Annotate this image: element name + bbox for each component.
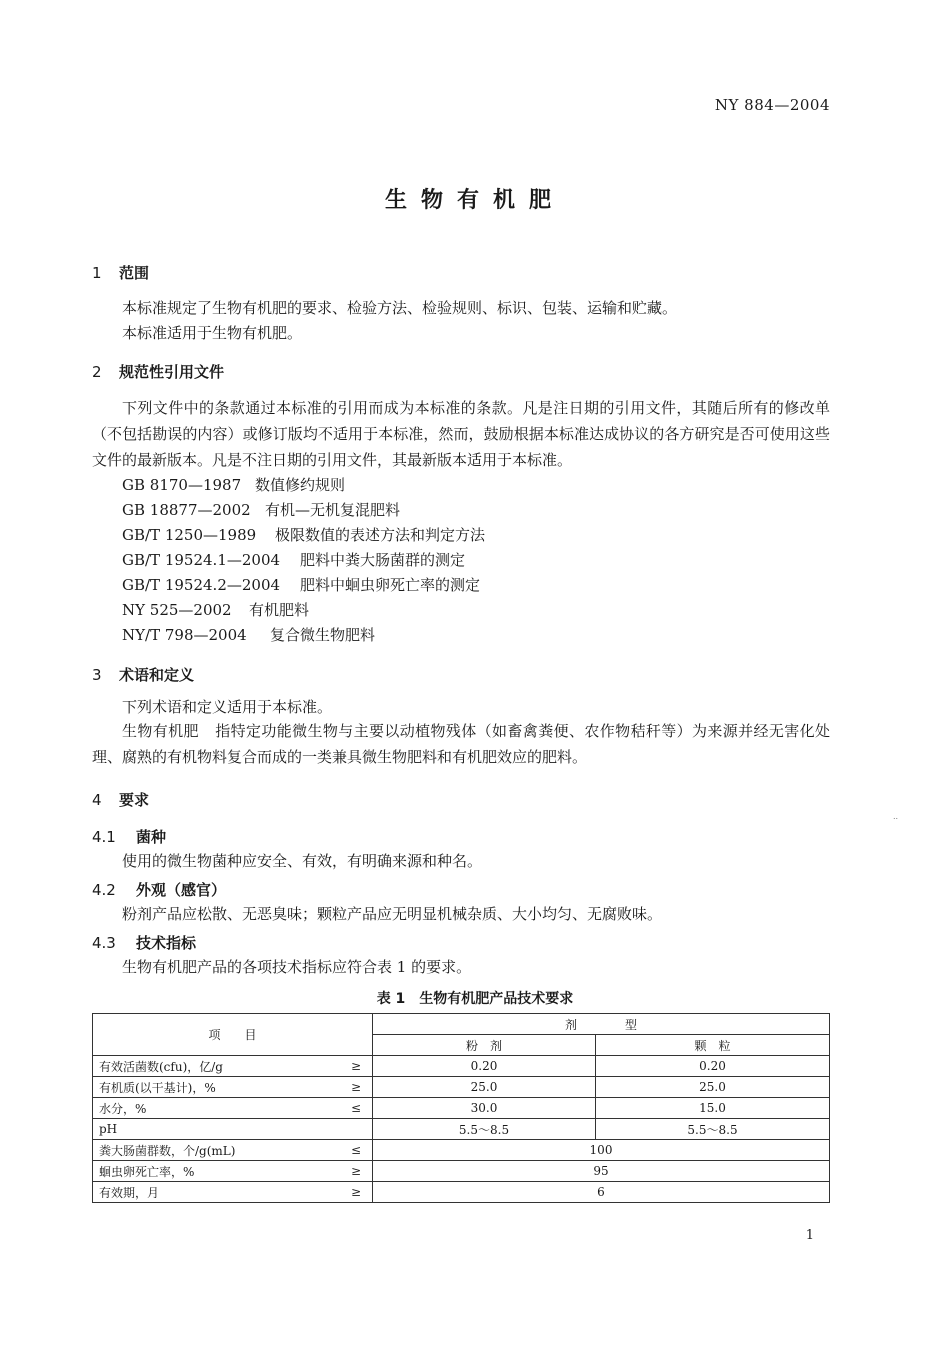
- reference-name: 极限数值的表述方法和判定方法: [275, 526, 486, 544]
- row-item: pH: [93, 1119, 341, 1140]
- subsection-title: 外观（感官）: [136, 881, 227, 899]
- row-powder: 30.0: [373, 1098, 596, 1119]
- reference-item: [122, 524, 485, 545]
- reference-item: [122, 624, 375, 645]
- scan-speck: ..: [893, 812, 899, 821]
- row-operator: ≥: [340, 1077, 373, 1098]
- header-item: 项 目: [93, 1014, 373, 1056]
- row-granule: 15.0: [596, 1098, 830, 1119]
- section-number: 3: [92, 666, 102, 684]
- header-granule: 颗 粒: [596, 1035, 830, 1056]
- row-operator: ≥: [340, 1056, 373, 1077]
- row-item: 有机质(以干基计)，%: [93, 1077, 341, 1098]
- row-operator: [340, 1119, 373, 1140]
- row-item: 水分，%: [93, 1098, 341, 1119]
- row-operator: ≥: [340, 1161, 373, 1182]
- table-row: [93, 1161, 830, 1182]
- section-title: 范围: [119, 264, 150, 282]
- reference-name: 数值修约规则: [255, 476, 346, 494]
- subsection-4-1-heading: [92, 826, 166, 847]
- definition-text: 指特定功能微生物与主要以动植物残体（如畜禽粪便、农作物秸秆等）为来源并经无害化处理、腐熟的有机物料复合而成的一类兼具微生物肥料和有机肥效应的肥料。: [92, 722, 830, 766]
- spec-table: [92, 1013, 830, 1203]
- reference-name: 有机肥料: [249, 601, 310, 619]
- row-operator: ≥: [340, 1182, 373, 1203]
- row-item: 有效期，月: [93, 1182, 341, 1203]
- row-merged-value: 6: [373, 1182, 830, 1203]
- reference-name: 有机—无机复混肥料: [265, 501, 401, 519]
- row-powder: 0.20: [373, 1056, 596, 1077]
- table-row: [93, 1077, 830, 1098]
- row-granule: 25.0: [596, 1077, 830, 1098]
- table-caption: [0, 988, 950, 1008]
- section-number: 2: [92, 363, 102, 381]
- s4-2-text: 粉剂产品应松散、无恶臭味；颗粒产品应无明显机械杂质、大小均匀、无腐败味。: [122, 905, 663, 923]
- reference-code: NY 525—2002: [122, 601, 232, 619]
- row-operator: ≤: [340, 1140, 373, 1161]
- reference-item: [122, 549, 465, 570]
- s1-paragraph-1: 本标准规定了生物有机肥的要求、检验方法、检验规则、标识、包装、运输和贮藏。: [122, 299, 678, 317]
- table-row: [93, 1056, 830, 1077]
- subsection-number: 4.2: [92, 881, 116, 899]
- reference-code: GB/T 1250—1989: [122, 526, 257, 544]
- term-name: 生物有机肥: [122, 722, 199, 740]
- row-item: 粪大肠菌群数，个/g(mL): [93, 1140, 341, 1161]
- subsection-4-2-heading: [92, 879, 226, 900]
- reference-code: NY/T 798—2004: [122, 626, 247, 644]
- section-4-heading: [92, 789, 149, 810]
- subsection-title: 技术指标: [136, 934, 197, 952]
- section-title: 术语和定义: [119, 666, 195, 684]
- standard-code: NY 884—2004: [714, 96, 830, 114]
- section-title: 要求: [119, 791, 150, 809]
- row-granule: 5.5～8.5: [596, 1119, 830, 1140]
- reference-item: [122, 574, 480, 595]
- header-type: 剂 型: [373, 1014, 830, 1035]
- reference-name: 肥料中粪大肠菌群的测定: [300, 551, 466, 569]
- subsection-title: 菌种: [136, 828, 167, 846]
- table-number: 表 1: [376, 991, 406, 1007]
- row-item: 蛔虫卵死亡率，%: [93, 1161, 341, 1182]
- reference-code: GB/T 19524.1—2004: [122, 551, 281, 569]
- term-definition: [92, 718, 830, 770]
- reference-code: GB 8170—1987: [122, 476, 242, 494]
- section-number: 4: [92, 791, 102, 809]
- row-merged-value: 95: [373, 1161, 830, 1182]
- row-operator: ≤: [340, 1098, 373, 1119]
- s3-intro: 下列术语和定义适用于本标准。: [122, 698, 333, 716]
- section-number: 1: [92, 264, 102, 282]
- section-1-heading: [92, 262, 149, 283]
- row-granule: 0.20: [596, 1056, 830, 1077]
- s4-1-text: 使用的微生物菌种应安全、有效，有明确来源和种名。: [122, 852, 483, 870]
- s1-paragraph-2: 本标准适用于生物有机肥。: [122, 324, 303, 342]
- row-merged-value: 100: [373, 1140, 830, 1161]
- row-item: 有效活菌数(cfu)，亿/g: [93, 1056, 341, 1077]
- table-row: [93, 1182, 830, 1203]
- table-row: [93, 1098, 830, 1119]
- s4-3-text: 生物有机肥产品的各项技术指标应符合表 1 的要求。: [122, 958, 472, 976]
- subsection-number: 4.3: [92, 934, 116, 952]
- subsection-number: 4.1: [92, 828, 116, 846]
- reference-item: [122, 499, 400, 520]
- section-3-heading: [92, 664, 194, 685]
- header-powder: 粉 剂: [373, 1035, 596, 1056]
- page-number: 1: [805, 1228, 814, 1243]
- reference-item: [122, 599, 309, 620]
- reference-code: GB 18877—2002: [122, 501, 251, 519]
- table-row: [93, 1140, 830, 1161]
- subsection-4-3-heading: [92, 932, 196, 953]
- reference-code: GB/T 19524.2—2004: [122, 576, 281, 594]
- s2-intro-paragraph: 下列文件中的条款通过本标准的引用而成为本标准的条款。凡是注日期的引用文件，其随后所有的修改单（不包括勘误的内容）或修订版均不适用于本标准，然而，鼓励根据本标准达成协议的各方研究是否可使用这些文件的最新版本。凡是不注日期的引用文件，其最新版本适用于本标准。: [92, 399, 830, 469]
- table-title: 生物有机肥产品技术要求: [419, 991, 574, 1007]
- section-2-heading: [92, 361, 224, 382]
- page-title: 生物有机肥: [384, 187, 565, 213]
- table-header-row: [93, 1014, 830, 1035]
- reference-name: 复合微生物肥料: [270, 626, 376, 644]
- row-powder: 25.0: [373, 1077, 596, 1098]
- row-powder: 5.5～8.5: [373, 1119, 596, 1140]
- table-row: [93, 1119, 830, 1140]
- reference-item: [122, 474, 345, 495]
- reference-name: 肥料中蛔虫卵死亡率的测定: [300, 576, 481, 594]
- section-title: 规范性引用文件: [119, 363, 225, 381]
